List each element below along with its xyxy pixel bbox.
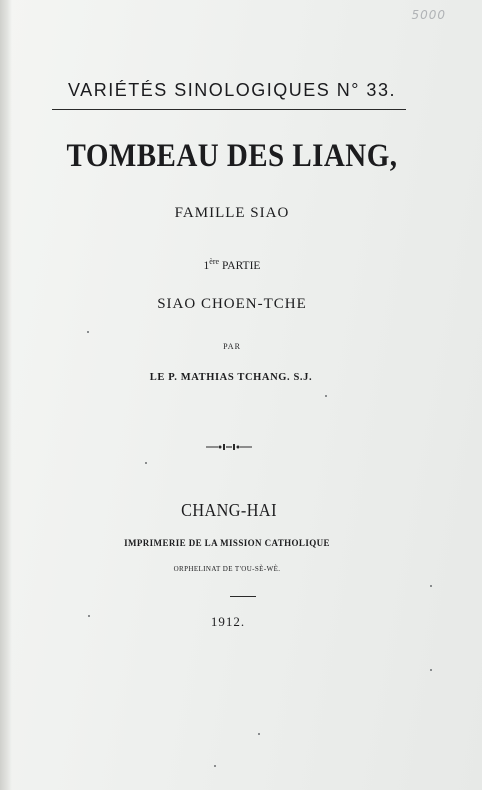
- author-line: LE P. MATHIAS TCHANG. S.J.: [149, 372, 313, 383]
- printer-name: IMPRIMERIE DE LA MISSION CATHOLIQUE: [124, 538, 330, 548]
- short-rule: [230, 596, 256, 597]
- paper-speck: [325, 395, 327, 397]
- by-label: PAR: [223, 342, 241, 351]
- paper-speck: [145, 462, 147, 464]
- page-binding-edge: [0, 0, 12, 790]
- paper-speck: [88, 615, 90, 617]
- part-superscript: ère: [209, 257, 220, 266]
- paper-speck: [430, 669, 432, 671]
- ornament-divider-icon: [206, 443, 252, 451]
- paper-speck: [214, 765, 216, 767]
- printer-location: ORPHELINAT DE T'OU-SÈ-WÈ.: [173, 565, 281, 573]
- part-label: [0, 257, 464, 272]
- pencil-annotation: 5000: [411, 8, 446, 22]
- paper-speck: [87, 331, 89, 333]
- series-title: VARIÉTÉS SINOLOGIQUES N° 33.: [68, 80, 396, 100]
- part-number: 1: [203, 259, 210, 272]
- paper-speck: [258, 733, 260, 735]
- paper-speck: [430, 585, 432, 587]
- series-underline: [52, 109, 406, 110]
- part-name: SIAO CHOEN-TCHE: [157, 296, 307, 312]
- book-subtitle: FAMILLE SIAO: [174, 205, 290, 221]
- book-title: TOMBEAU DES LIANG,: [66, 138, 398, 174]
- publication-place: CHANG-HAI: [181, 500, 277, 520]
- publication-year: 1912.: [210, 614, 246, 629]
- part-word: PARTIE: [219, 259, 261, 272]
